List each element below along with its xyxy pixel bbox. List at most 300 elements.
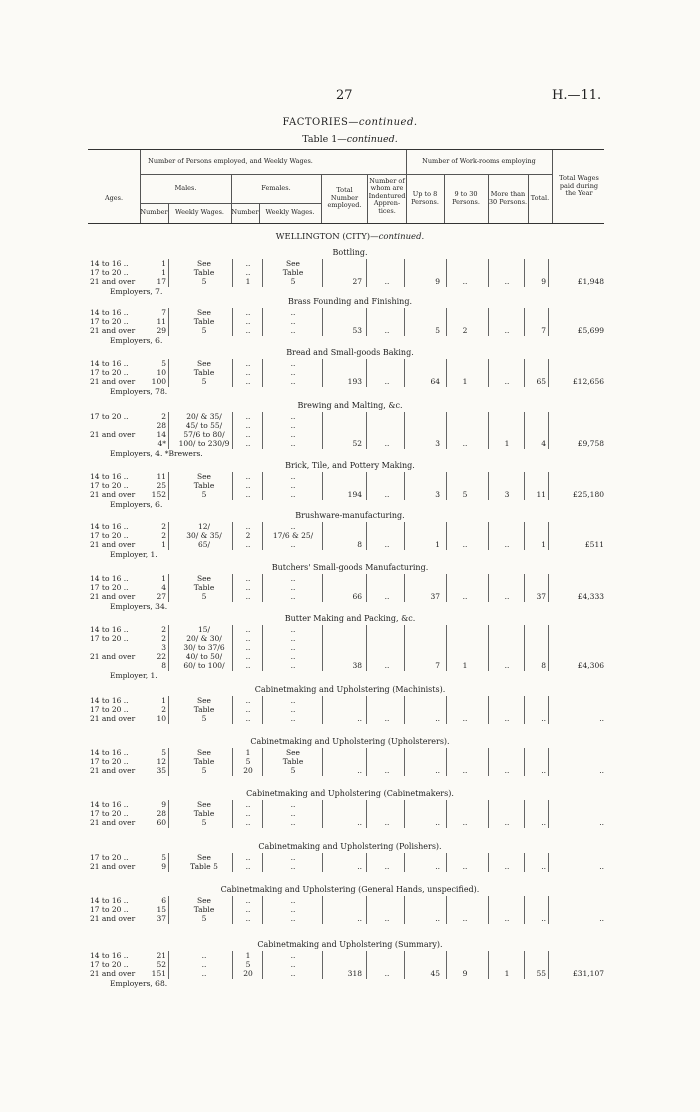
cell-mwage: 15/ <box>197 625 211 634</box>
cell-age: 21 and over <box>90 818 136 827</box>
column-rule <box>488 574 489 602</box>
cell-fwage: .. <box>290 377 296 386</box>
cell-mwage: Table <box>193 905 215 914</box>
cell-wages: .. <box>599 862 604 871</box>
col-ages: Ages. <box>104 193 124 202</box>
column-rule <box>446 896 447 924</box>
cell-tot: 8 <box>541 661 546 670</box>
cell-n930: 9 <box>462 969 468 978</box>
section-title: Brewing and Malting, &c. <box>297 401 403 410</box>
cell-fwage: .. <box>290 412 296 421</box>
cell-males: 28 <box>156 421 166 430</box>
column-rule <box>232 522 233 550</box>
col-females: Females. <box>261 183 291 192</box>
column-rule <box>262 412 263 449</box>
cell-m30: .. <box>504 540 510 549</box>
cell-fwage: .. <box>290 326 296 335</box>
cell-age: 21 and over <box>90 862 136 871</box>
cell-males: 12 <box>156 757 166 766</box>
cell-ind: .. <box>384 277 390 286</box>
cell-m30: .. <box>504 766 510 775</box>
cell-total: .. <box>357 914 362 923</box>
column-rule <box>446 696 447 724</box>
cell-mwage: Table <box>193 368 215 377</box>
cell-mwage: See <box>196 896 211 905</box>
cell-males: 37 <box>156 914 166 923</box>
column-rule <box>524 412 525 449</box>
section-title: Cabinetmaking and Upholstering (Cabinetmakers). <box>246 789 454 798</box>
cell-wages: £4,333 <box>577 592 604 601</box>
column-rule <box>232 748 233 776</box>
cell-mwage: 100/ to 230/9 <box>178 439 230 448</box>
cell-n930: .. <box>462 862 468 871</box>
cell-females: .. <box>245 705 251 714</box>
column-rule <box>366 800 367 828</box>
cell-fwage: 5 <box>290 766 296 775</box>
cell-females: .. <box>245 490 251 499</box>
cell-total: 53 <box>352 326 362 335</box>
cell-up8: .. <box>435 862 440 871</box>
section-title: Butter Making and Packing, &c. <box>284 614 416 623</box>
cell-age: 21 and over <box>90 490 136 499</box>
cell-males: 1 <box>161 259 166 268</box>
cell-males: 9 <box>161 800 166 809</box>
column-rule <box>262 625 263 671</box>
column-rule <box>548 951 549 979</box>
column-rule <box>488 308 489 336</box>
cell-total: .. <box>357 766 362 775</box>
page-number: 27 <box>336 88 353 103</box>
cell-up8: .. <box>435 914 440 923</box>
cell-females: .. <box>245 853 251 862</box>
cell-mwage: See <box>196 472 211 481</box>
cell-mwage: .. <box>201 969 207 978</box>
column-rule <box>232 308 233 336</box>
cell-age: 21 and over <box>90 714 136 723</box>
cell-fwage: 17/6 & 25/ <box>272 531 314 540</box>
column-rule <box>404 853 405 872</box>
cell-fwage: .. <box>290 714 296 723</box>
cell-fwage: .. <box>290 592 296 601</box>
cell-up8: 9 <box>435 277 440 286</box>
column-rule <box>446 308 447 336</box>
cell-females: 20 <box>243 969 253 978</box>
cell-age: 14 to 16 .. <box>90 359 129 368</box>
cell-females: .. <box>245 430 251 439</box>
cell-males: 11 <box>156 317 166 326</box>
column-rule <box>446 359 447 387</box>
cell-m30: .. <box>504 714 510 723</box>
cell-m30: .. <box>504 862 510 871</box>
column-rule <box>366 472 367 500</box>
cell-mwage: 20/ & 35/ <box>186 412 222 421</box>
cell-fwage: Table <box>282 268 304 277</box>
cell-fwage: .. <box>290 652 296 661</box>
cell-fwage: .. <box>290 481 296 490</box>
cell-females: .. <box>245 896 251 905</box>
column-rule <box>524 308 525 336</box>
cell-females: .. <box>245 696 251 705</box>
cell-females: .. <box>245 714 251 723</box>
cell-fwage: .. <box>290 522 296 531</box>
cell-mwage: Table <box>193 757 215 766</box>
cell-females: .. <box>245 317 251 326</box>
cell-females: .. <box>245 661 251 670</box>
column-rule <box>232 853 233 872</box>
column-rule <box>446 748 447 776</box>
cell-age: 14 to 16 .. <box>90 800 129 809</box>
cell-males: 29 <box>156 326 166 335</box>
cell-n930: 2 <box>462 326 468 335</box>
column-rule <box>488 359 489 387</box>
cell-females: 2 <box>245 531 251 540</box>
cell-mwage: 5 <box>201 766 207 775</box>
cell-wages: .. <box>599 714 604 723</box>
cell-up8: .. <box>435 714 440 723</box>
cell-females: .. <box>245 412 251 421</box>
cell-ind: .. <box>384 862 390 871</box>
cell-fwage: .. <box>290 951 296 960</box>
cell-ind: .. <box>384 592 390 601</box>
cell-age: 17 to 20 .. <box>90 853 129 862</box>
column-rule <box>488 696 489 724</box>
cell-wages: .. <box>599 914 604 923</box>
column-rule <box>446 522 447 550</box>
cell-mwage: Table <box>193 268 215 277</box>
column-rule <box>322 853 323 872</box>
cell-males: 2 <box>161 634 166 643</box>
column-rule <box>232 412 233 449</box>
cell-females: .. <box>245 652 251 661</box>
cell-mwage: Table <box>193 481 215 490</box>
cell-wages: .. <box>599 766 604 775</box>
col-males: Males. <box>174 183 197 192</box>
column-rule <box>322 308 323 336</box>
cell-age: 17 to 20 .. <box>90 317 129 326</box>
employers-count: Employers, 34. <box>110 602 168 611</box>
column-rule <box>322 412 323 449</box>
cell-n930: .. <box>462 818 468 827</box>
col-indentured: Number of whom are Indentured Appren-tices. <box>368 176 406 215</box>
column-rule <box>404 696 405 724</box>
cell-total: 27 <box>352 277 362 286</box>
cell-mwage: 60/ to 100/ <box>183 661 225 670</box>
employers-count: Employers, 4. *Brewers. <box>110 449 203 458</box>
column-rule <box>232 951 233 979</box>
cell-age: 14 to 16 .. <box>90 522 129 531</box>
employers-count: Employer, 1. <box>110 550 158 559</box>
column-rule <box>366 896 367 924</box>
column-rule <box>366 359 367 387</box>
cell-n930: .. <box>462 540 468 549</box>
cell-age: 17 to 20 .. <box>90 757 129 766</box>
column-rule <box>168 574 169 602</box>
cell-fwage: .. <box>290 853 296 862</box>
column-rule <box>168 951 169 979</box>
cell-age: 17 to 20 .. <box>90 481 129 490</box>
cell-age: 14 to 16 .. <box>90 308 129 317</box>
cell-age: 21 and over <box>90 430 136 439</box>
section-title: Cabinetmaking and Upholstering (General Hands, unspecified). <box>220 885 480 894</box>
cell-males: 10 <box>156 368 166 377</box>
cell-fwage: .. <box>290 800 296 809</box>
cell-males: 52 <box>156 960 166 969</box>
cell-males: 5 <box>161 748 166 757</box>
cell-total: .. <box>357 818 362 827</box>
column-rule <box>404 472 405 500</box>
cell-wages: .. <box>599 818 604 827</box>
column-rule <box>548 412 549 449</box>
cell-females: .. <box>245 583 251 592</box>
employers-count: Employers, 7. <box>110 287 163 296</box>
column-rule <box>524 696 525 724</box>
cell-males: 1 <box>161 540 166 549</box>
cell-age: 17 to 20 .. <box>90 412 129 421</box>
cell-n930: 1 <box>462 377 468 386</box>
column-rule <box>548 522 549 550</box>
cell-mwage: See <box>196 853 211 862</box>
column-rule <box>168 853 169 872</box>
cell-age: 21 and over <box>90 540 136 549</box>
cell-mwage: Table <box>193 583 215 592</box>
cell-males: 10 <box>156 714 166 723</box>
column-rule <box>322 748 323 776</box>
cell-females: 1 <box>245 277 251 286</box>
section-title: Brass Founding and Finishing. <box>288 297 412 306</box>
cell-mwage: See <box>196 800 211 809</box>
column-rule <box>366 308 367 336</box>
col-females-wages: Weekly Wages. <box>265 208 315 217</box>
cell-age: 14 to 16 .. <box>90 472 129 481</box>
cell-fwage: .. <box>290 583 296 592</box>
cell-fwage: .. <box>290 574 296 583</box>
cell-n930: .. <box>462 592 468 601</box>
column-rule <box>524 522 525 550</box>
cell-age: 17 to 20 .. <box>90 809 129 818</box>
cell-age: 14 to 16 .. <box>90 574 129 583</box>
cell-total: 194 <box>347 490 362 499</box>
cell-males: 27 <box>156 592 166 601</box>
column-rule <box>168 696 169 724</box>
cell-females: .. <box>245 308 251 317</box>
cell-age: 21 and over <box>90 652 136 661</box>
column-rule <box>262 800 263 828</box>
column-rule <box>262 853 263 872</box>
cell-n930: .. <box>462 439 468 448</box>
cell-females: .. <box>245 914 251 923</box>
column-rule <box>404 308 405 336</box>
cell-mwage: 5 <box>201 326 207 335</box>
column-rule <box>488 896 489 924</box>
cell-fwage: .. <box>290 540 296 549</box>
column-rule <box>168 748 169 776</box>
cell-age: 21 and over <box>90 592 136 601</box>
cell-mwage: 5 <box>201 714 207 723</box>
cell-total: 193 <box>347 377 362 386</box>
column-rule <box>488 625 489 671</box>
cell-m30: .. <box>504 914 510 923</box>
cell-tot: 4 <box>541 439 546 448</box>
cell-wages: £31,107 <box>572 969 604 978</box>
column-rule <box>548 748 549 776</box>
column-rule <box>232 625 233 671</box>
cell-fwage: .. <box>290 696 296 705</box>
col-total-employed: Total Number employed. <box>327 186 362 210</box>
column-rule <box>404 896 405 924</box>
cell-males: 2 <box>161 625 166 634</box>
col-females-number: Number <box>231 208 259 217</box>
column-rule <box>524 951 525 979</box>
section-title: Brick, Tile, and Pottery Making. <box>285 461 415 470</box>
cell-males: 1 <box>161 696 166 705</box>
column-rule <box>232 472 233 500</box>
column-rule <box>232 359 233 387</box>
cell-males: 2 <box>161 531 166 540</box>
column-rule <box>446 574 447 602</box>
section-title: Bottling. <box>332 248 368 257</box>
cell-fwage: .. <box>290 359 296 368</box>
cell-up8: 3 <box>435 490 440 499</box>
column-rule <box>548 259 549 287</box>
cell-females: .. <box>245 439 251 448</box>
column-rule <box>322 574 323 602</box>
cell-age: 17 to 20 .. <box>90 368 129 377</box>
column-rule <box>548 472 549 500</box>
cell-fwage: .. <box>290 317 296 326</box>
cell-fwage: .. <box>290 862 296 871</box>
cell-mwage: 5 <box>201 277 207 286</box>
cell-tot: 11 <box>536 490 546 499</box>
cell-fwage: .. <box>290 625 296 634</box>
column-rule <box>446 259 447 287</box>
cell-fwage: See <box>285 748 300 757</box>
cell-m30: .. <box>504 592 510 601</box>
cell-fwage: .. <box>290 634 296 643</box>
cell-fwage: .. <box>290 661 296 670</box>
employers-count: Employer, 1. <box>110 671 158 680</box>
report-code: H.—11. <box>552 88 602 103</box>
cell-fwage: .. <box>290 643 296 652</box>
cell-fwage: See <box>285 259 300 268</box>
column-rule <box>524 259 525 287</box>
column-rule <box>168 896 169 924</box>
cell-males: 4* <box>157 439 166 448</box>
cell-females: .. <box>245 326 251 335</box>
column-rule <box>322 896 323 924</box>
cell-fwage: .. <box>290 905 296 914</box>
col-up-to-8: Up to 8 Persons. <box>411 190 439 206</box>
cell-males: 28 <box>156 809 166 818</box>
cell-males: 35 <box>156 766 166 775</box>
column-rule <box>548 696 549 724</box>
cell-ind: .. <box>384 914 390 923</box>
column-rule <box>446 412 447 449</box>
page-title: FACTORIES—continued. <box>282 117 418 128</box>
cell-mwage: 5 <box>201 490 207 499</box>
column-rule <box>548 800 549 828</box>
cell-males: 151 <box>151 969 166 978</box>
cell-mwage: Table <box>193 705 215 714</box>
col-rooms-group: Number of Work-rooms employing <box>422 157 536 166</box>
cell-females: .. <box>245 377 251 386</box>
column-rule <box>262 472 263 500</box>
column-rule <box>168 625 169 671</box>
cell-males: 21 <box>156 951 166 960</box>
cell-fwage: .. <box>290 421 296 430</box>
column-rule <box>404 522 405 550</box>
column-rule <box>524 853 525 872</box>
cell-females: .. <box>245 421 251 430</box>
column-rule <box>524 359 525 387</box>
cell-age: 14 to 16 .. <box>90 696 129 705</box>
cell-mwage: See <box>196 696 211 705</box>
cell-males: 2 <box>161 412 166 421</box>
employers-count: Employers, 68. <box>110 979 168 988</box>
cell-wages: £1,948 <box>577 277 604 286</box>
cell-tot: .. <box>541 818 546 827</box>
cell-males: 7 <box>161 308 166 317</box>
col-more-than-30: More than 30 Persons. <box>488 190 528 206</box>
column-rule <box>488 472 489 500</box>
column-rule <box>262 951 263 979</box>
column-rule <box>446 472 447 500</box>
cell-fwage: .. <box>290 969 296 978</box>
column-rule <box>262 522 263 550</box>
cell-females: .. <box>245 643 251 652</box>
cell-age: 17 to 20 .. <box>90 634 129 643</box>
cell-mwage: Table 5 <box>190 862 218 871</box>
column-rule <box>168 259 169 287</box>
cell-age: 17 to 20 .. <box>90 268 129 277</box>
cell-fwage: .. <box>290 472 296 481</box>
cell-age: 14 to 16 .. <box>90 896 129 905</box>
column-rule <box>488 748 489 776</box>
cell-fwage: .. <box>290 439 296 448</box>
cell-males: 60 <box>156 818 166 827</box>
column-rule <box>232 800 233 828</box>
cell-n930: 5 <box>462 490 468 499</box>
column-rule <box>524 472 525 500</box>
cell-mwage: See <box>196 574 211 583</box>
column-rule <box>524 748 525 776</box>
cell-total: .. <box>357 862 362 871</box>
column-rule <box>548 359 549 387</box>
column-rule <box>446 625 447 671</box>
column-rule <box>488 853 489 872</box>
cell-females: 5 <box>245 960 251 969</box>
column-rule <box>366 853 367 872</box>
column-rule <box>168 308 169 336</box>
column-rule <box>262 308 263 336</box>
cell-fwage: .. <box>290 914 296 923</box>
cell-tot: 37 <box>536 592 546 601</box>
column-rule <box>548 574 549 602</box>
cell-females: .. <box>245 592 251 601</box>
section-title: Cabinetmaking and Upholstering (Upholsterers). <box>250 737 450 746</box>
column-rule <box>322 625 323 671</box>
cell-females: .. <box>245 522 251 531</box>
cell-males: 1 <box>161 574 166 583</box>
cell-females: .. <box>245 368 251 377</box>
cell-tot: .. <box>541 714 546 723</box>
column-rule <box>232 259 233 287</box>
column-rule <box>322 800 323 828</box>
cell-females: .. <box>245 268 251 277</box>
col-males-number: Number <box>140 208 168 217</box>
cell-females: .. <box>245 905 251 914</box>
cell-females: .. <box>245 540 251 549</box>
column-rule <box>548 853 549 872</box>
